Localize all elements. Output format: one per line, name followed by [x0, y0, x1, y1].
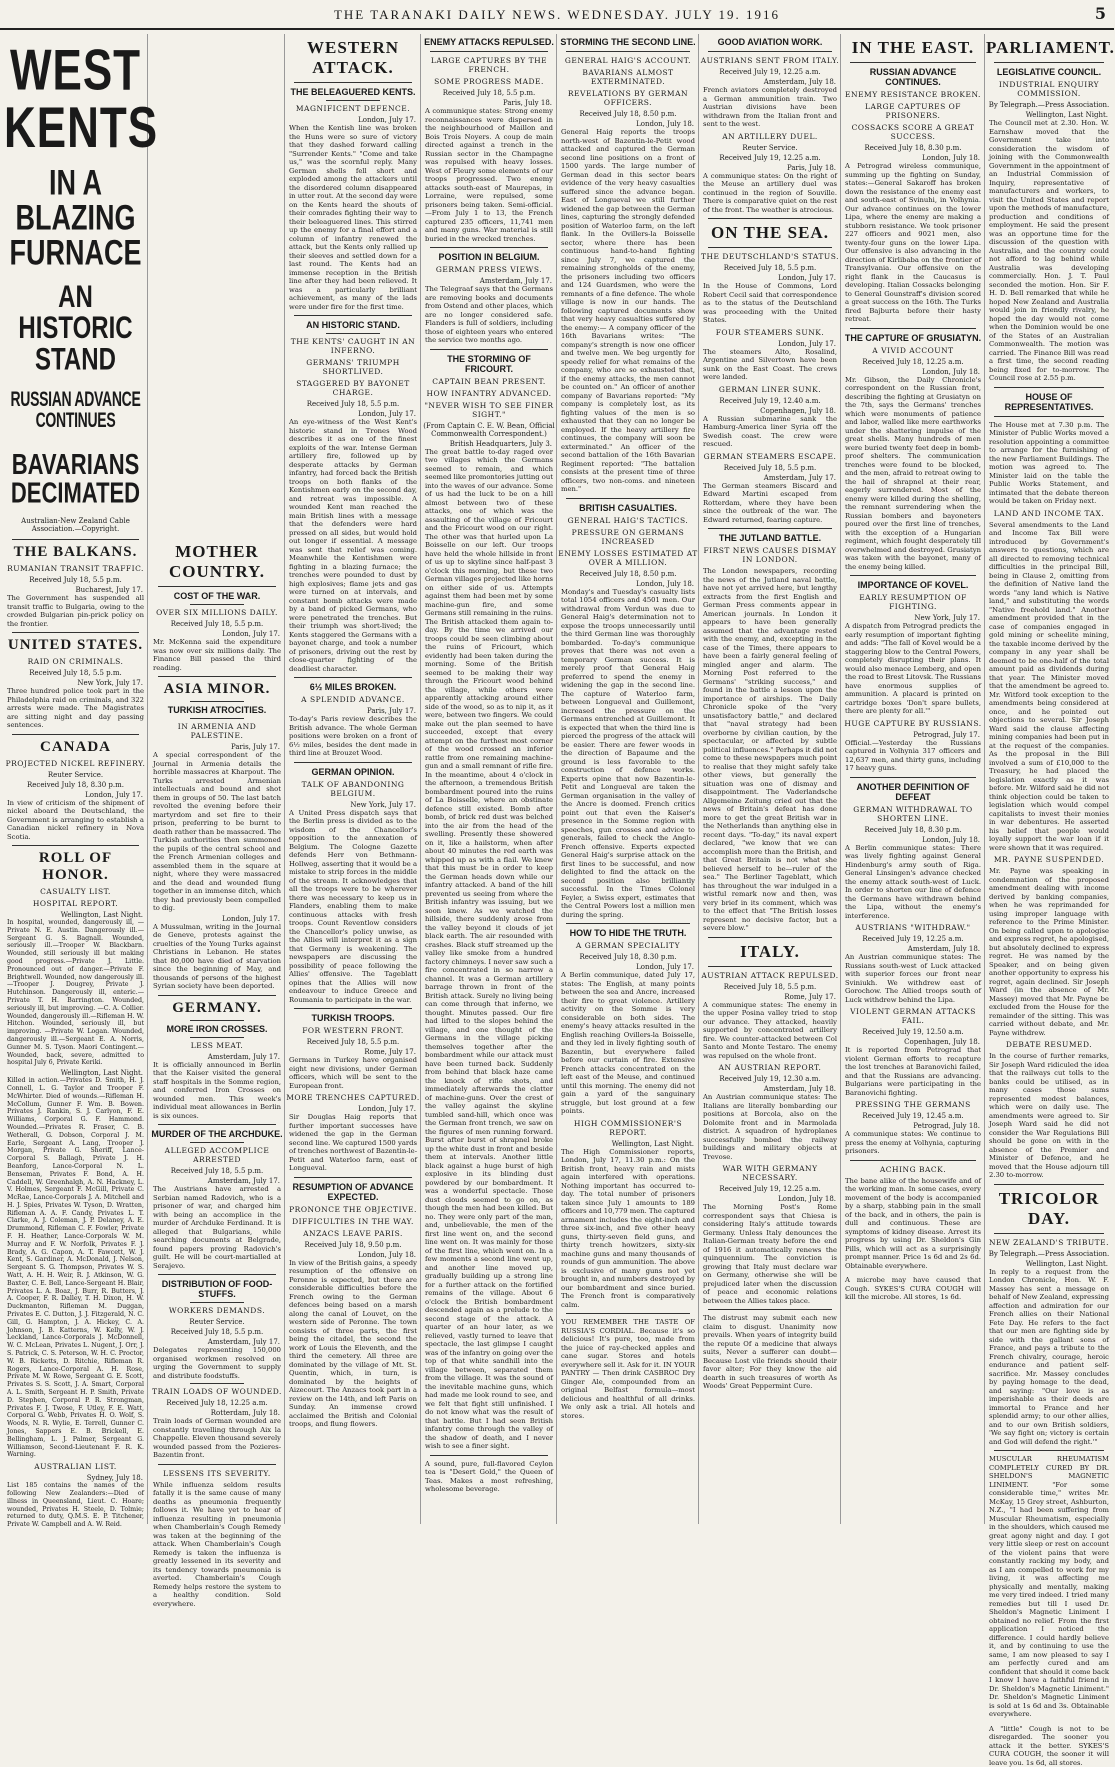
subhead-aching-back: ACHING BACK.	[842, 1165, 984, 1174]
article-body: Official.—Yesterday the Russians captured in Volhynia 317 officers and 12,637 men, and thirty guns, including 17 heavy guns.	[845, 739, 981, 773]
subhead-dismay: FIRST NEWS CAUSES DISMAY IN LONDON.	[700, 546, 840, 564]
article-body: Monday's and Tuesday's casualty lists total 1054 officers and 4501 men. Our withdrawal from Verdun was due to General Haig's determination not to expose the troops unnecessarily until the third German line was thoroughly bombarded. To-day's communique proves that there was not even a temporary German success. It is merely proof that General Haig preferred to spend the enemy in widening the gap in the second line. The capture of Waterloo farm, between Longueval and Guillemont, increased the pressure on the Germans entrenched at Guillemont. It is expected that when the third line is pierced the progress of the attack will be easier. There are fewer woods in the direction of Bapaume and the ground is less favorable to the construction of defence works. Experts opine that now Bazentin-le-Petit and Longueval are taken the German organisation in the valley of the Ancre is doomed. French critics point out that even the Kaiser's presence in the Somme region with speeches, gun crosses and advice to generals, failed to check the Anglo-French offensive. Experts expected General Haig's surprise attack on the first lines to be successful, and now delighted to find the attack on the second position also brilliantly successful. In the Times Colonel Feyler, a Swiss expert, estimates that the Central Powers lost a million men during the spring.	[561, 588, 695, 920]
section-title-mother-country: MOTHER COUNTRY.	[150, 542, 284, 582]
dateline: Paris, July 18.	[704, 164, 836, 172]
advertisement: The bane alike of the housewife and of the working man. In some cases, every movement of the body is accompanied by a sharp, stabbing pain in the small of the back, and in others, the pain is dull and continuous. These are symptoms of kidney disease. Arrest its progress by using Dr. Sheldon's Gin Pills, which will act as a surprisingly prompt manner. Price 1s 6d and 2s 6d. Obtainable everywhere.	[845, 1177, 981, 1271]
received-line: Received July 18, 5.5 p.m.	[700, 264, 840, 272]
subhead-huge-capture: HUGE CAPTURE BY RUSSIANS.	[842, 719, 984, 728]
received-line: Received July 18, 8.30 p.m.	[558, 953, 698, 961]
subhead-nz-tribute: NEW ZEALAND'S TRIBUTE.	[986, 1238, 1112, 1247]
article-body: The German steamers Biscard and Edward Martini escaped from Rotterdam, where they have been since the outbreak of the war. The Edward returned, fearing capture.	[703, 482, 837, 525]
article-body: Mr. McKenna said the expenditure was now over six millions daily. The Finance Bill passed the third reading.	[153, 638, 281, 672]
subhead-balkans: RUMANIAN TRANSIT TRAFFIC.	[4, 564, 147, 573]
received-line: Received July 19, 12.40 a.m.	[700, 397, 840, 405]
subhead-captain-bean: CAPTAIN BEAN PRESENT.	[422, 377, 556, 386]
dateline: Amsterdam, July 17.	[426, 277, 552, 285]
subhead-resumption: RESUMPTION OF ADVANCE EXPECTED.	[286, 1182, 420, 1202]
service-line: Reuter Service.	[700, 144, 840, 152]
article-body: The London newspapers, recording the news of the Jutland naval battle, have not yet arrived here, but lengthy extracts from the first English and German Press comments appear in American journals. In London it appears to have been generally assumed that the advantage rested with the enemy, and, excepting in the case of the Times, there appears to have been a fairly general feeling of mingled anger and alarm. The Morning Post referred to the Germans' "striking success," and found in the battle a lesson upon the importance of airships. The Daily Chronicle spoke of the "very unsatisfactory battle," and declared that "naval strategy had been overborne by civilian caution, by the spectacular, or affected by subtle political influences." Perhaps it did not come to these newspapers much point to realise that they might safely take other views, but generally the situation was one of dismay and disappointment. The Vaderlandsche Allgemeine Zeitung cried out that the news of Britain's defeat has done more to get the great British war in the Netherlands than anything else in recent days. "To-day," its naval expert declared, "we know that we can accomplish more than the British, and that Great Britain is not what she believed herself to be—ruler of the sea." The Berliner Tageblatt, which has throughout the war indulged in a wistful remark now and then, was very brief in its comment, which was to the effect that "The British losses represent no decisive factor, but a severe blow."	[703, 567, 837, 933]
subhead-fricourt: THE STORMING OF FRICOURT.	[422, 354, 556, 374]
dateline: Bucharest, July 17.	[8, 586, 143, 594]
received-line: Received July 18, 5.5 p.m.	[422, 89, 556, 97]
article-body: Mr. Payne was speaking in condemnation of the proposed amendment dealing with income derived by banking companies, when he was reprimanded for using improper language with reference to the Prime Minister. On being called upon to apologise and express regret, he apologised, but absolutely declined to express regret. He was named by the Speaker, and on being given another opportunity to express his regret, again declined. Sir Joseph Ward (in the absence of Mr. Massey) moved that Mr. Payne be excluded from the House for the remainder of the sitting. This was carried without debate, and Mr. Payne withdrew.	[989, 867, 1109, 1037]
dateline: Paris, July 17.	[290, 707, 416, 715]
advertisement: The distrust may submit each new claim to disgust. Unanimity now prevails. When years of integrity build the repute Of a medicine that always suits, Never a sufferer can doubt— Because Lost vile friends should their favor alter; For they know the aid dearth in such treasures of worth As Woods' Great Peppermint Cure.	[703, 1314, 837, 1391]
section-title-on-the-sea: ON THE SEA.	[700, 223, 840, 243]
dateline: London, July 17.	[562, 963, 694, 971]
received-line: Received July 18, 5.5 p.m.	[4, 669, 147, 677]
cable-credit: Australian-New Zealand Cable Association.—Copyright.	[4, 517, 147, 533]
subhead-war-necessary: WAR WITH GERMANY NECESSARY.	[700, 1164, 840, 1182]
subhead-definition-defeat: ANOTHER DEFINITION OF DEFEAT	[842, 782, 984, 802]
subhead-belgium: POSITION IN BELGIUM.	[422, 252, 556, 262]
dateline: Petrograd, July 17.	[846, 731, 980, 739]
article-body: A communique states: Strong enemy reconnaissances were dispersed in the neighbourhood of Maillon and Bois Trois Noyers. A coup de main directed against a trench in the Russian sector in the Champagne was repulsed with heavy losses. West of Fleury some elements of our troops progressed. Two enemy attacks south-east of Maurepas, in Lorraine, were repulsed, some prisoners being taken. Semi-official.—From July 1 to 13, the French captured 235 officers, 11,741 men and many guns. War material is still buried in the wrecked trenches.	[425, 107, 553, 243]
dateline: Wellington, Last Night.	[8, 911, 143, 919]
masthead-title: THE TARANAKI DAILY NEWS. WEDNESDAY. JULY 19. 1916	[0, 7, 1114, 23]
subhead-pressing: PRESSING THE GERMANS	[842, 1100, 984, 1109]
article-body: To-day's Paris review describes the British advance. The whole German positions were broken on a front of 6½ miles, besides the dent made in third line at Brouzet Wood.	[289, 715, 417, 758]
subhead-casualty: CASUALTY LIST.	[4, 887, 147, 896]
dateline: Wellington, Last Night.	[562, 1140, 694, 1148]
section-title-food: DISTRIBUTION OF FOOD-STUFFS.	[150, 1279, 284, 1299]
dateline: British Headquarters, July 3.	[426, 440, 552, 448]
received-line: Received July 18, 5.5 p.m.	[150, 1328, 284, 1336]
article-body: A United Press dispatch says that the Berlin press is divided as to the wisdom of the Chancellor's opposition to the annexation of Belgium. The Cologne Gazette defends Herr von Bethmann-Hollweg, asserting that it would be a mistake to strip forces in the middle of the stream. It acknowledges that all the troops were to be wherever there was necessary to keep us in Flanders, enabling them to make continuous attacks with fresh troops. Count Reventlow considers the Chancellor's policy unwise, as the Allies will interpret it as a sign that Germany is weakening. The newspapers are discussing the possibility of peace following the Allies' offensive. The Tageblatt opines that the Allies will now endeavour to induce Greece and Roumania to participate in the war.	[289, 809, 417, 1005]
article-body: A Petrograd wireless communique, summing up the fighting on Sunday, states:—General Sakaroff has broken down the resistance of the enemy east and south-east of Svinuhi, in Volhynia. Our advance continues on the lower Lipa, where the enemy are making a stubborn resistance. We took prisoner 227 officers and 9021 men, also twenty-four guns on the lower Lipa. Our offensive is also advancing in the direction of Kirlibaba on the frontier of Transylvania. Our offensive on the right flank in the Caucasus is developing. Italian Cossacks belonging to General Gounstraff's division scored a great success on the 16th. The Turks fired Bajburta before their hasty retreat.	[845, 162, 981, 324]
dateline: Rome, July 17.	[704, 993, 836, 1001]
dateline: Sydney, July 18.	[8, 1474, 143, 1482]
subhead-steamers-escape: GERMAN STEAMERS ESCAPE.	[700, 452, 840, 461]
article-body: When the Kentish line was broken the Huns were so sure of victory that they dashed forward calling "Surrender Kents." "Come and take us," was the scornful reply. Many German shells fell short and exploded among the attackers until the disordered column disappeared in utter rout. At the second day were on the Kents heard the shouts of their comrades fighting their way to their beleaguered lines. This stirred up the enemy for a final effort and a column of infantry renewed the attack, but the Kents only rallied up their sleeves and settled down for a last round. The Kents had an immense reception in the British line after they had been relieved. It was a particularly brilliant achievement, as many of the lads were under fire for the first time.	[289, 124, 417, 311]
section-title-balkans: THE BALKANS.	[4, 544, 147, 561]
article-body: Germans in Turkey have organised eight new divisions, under German officers, which will be sent to the European front.	[289, 1056, 417, 1090]
subhead-armenia: IN ARMENIA AND PALESTINE.	[150, 722, 284, 740]
article-body: A Mussulman, writing in the Journal de Geneve, protests against the cruelties of the Young Turks against Christians in Lebanon. He states that 80,000 have died of starvation since the beginning of May, and thousands of persons of the highest Syrian society have been deported.	[153, 923, 281, 991]
article-body: The Telegraaf says that the Germans are removing books and documents from Ostend and other places, which are no longer considered safe. Flanders is full of soldiers, including those of eighteen years who entered the service two months ago.	[425, 285, 553, 345]
page-number: 5	[1095, 4, 1106, 23]
subhead-finer-sight: "NEVER WISH TO SEE FINER SIGHT."	[422, 401, 556, 419]
subhead-anzacs: ANZACS LEAVE PARIS.	[286, 1229, 420, 1238]
subhead-revelations: REVELATIONS BY GERMAN OFFICERS.	[558, 89, 698, 107]
section-title-aviation: GOOD AVIATION WORK.	[700, 37, 840, 47]
article-body: An Austrian communique states: The Italians are literally bombarding our positions at Borcola, also on the Dolomite front and in Marmolada district. A squadron of hydroplanes successfully bombed the railway buildings and military objects at Trevose.	[703, 1093, 837, 1161]
dateline: Paris, July 18.	[426, 99, 552, 107]
subhead-hide-truth: HOW TO HIDE THE TRUTH.	[558, 928, 698, 938]
advertisement: YOU REMEMBER THE TASTE OF RUSSIA'S CORDIAL. Because it's so delicious! It's pure, too, made from the juice of ray-checked apples and cane sugar. Stores and hotels everywhere sell it. Ask for it. IN YOUR PANTRY — Then drink CASBROC Dry Ginger Ale, compounded from an original Belfast formula—most delicious and healthful of all drinks. We only ask a trial. All hotels and stores.	[561, 1318, 695, 1420]
dateline: Wellington, Last Night.	[990, 111, 1108, 119]
received-line: Received July 19, 12.25 a.m.	[842, 935, 984, 943]
dateline: London, July 17.	[290, 116, 416, 124]
dateline: New York, July 17.	[846, 614, 980, 622]
subhead-austrian-attack: AUSTRIAN ATTACK REPULSED.	[700, 971, 840, 980]
received-line: Received July 18, 5.5 p.m.	[700, 464, 840, 472]
dateline: Amsterdam, July 17.	[154, 1053, 280, 1061]
subhead-turkish-atrocities: TURKISH ATROCITIES.	[150, 705, 284, 715]
subhead-hospital: HOSPITAL REPORT.	[4, 899, 147, 908]
subhead-bavarians: BAVARIANS ALMOST EXTERMINATED.	[558, 68, 698, 86]
column-5	[558, 34, 699, 1524]
headline-west-kents: WEST KENTS	[4, 43, 147, 157]
credit-line: By Telegraph.—Press Association.	[986, 101, 1112, 109]
article-body: Several amendments to the Land and Income Tax Bill were introduced by Government's answers to questions, which are all directed to removing technical difficulties in the principal Bill, being in Clause 2, omitting from the definition of Native land the words "any land which is Native land," and substituting the words "Native freehold land." Another amendment provided that in the case of companies engaged in gold mining or scheelite mining, the taxable income derived by the company in any year shall be deemed to be one-half of the total amount paid as dividends during that year. The Minister moved that the amendment be agreed to. Mr. Witford took exception to the amendments being considered at once, and he pointed out objections to several. Sir Joseph Ward said the clause affecting mining companies had been put in at the request of the companies. As the proposal in the Bill involved a sum of £10,000 to the Treasury, he had placed the legislation exactly as it was before. Mr. Wilford said he did not think objection could be taken to legislation which would compel capitalists to invest their monies in war debentures. He asserted his belief that people would loyally support the war loan if it were shown that it was required.	[989, 521, 1109, 853]
article-body: In view of the British gains, a speedy resumption of the offensive on Peronne is expected, but there are considerable difficulties before the French owing to the German defences being based on a marsh along the canal of Louvet, on the western side of Peronne. The town consists of three parts, the first being the citadel, the second the work of Louis the Eleventh, and the third the cemetery. All three are dominated by the village of Mt. St. Quentin, which, in turn, is dominated by the heights of Aizecourt. The Anzacs took part in a review on the 14th, and left Paris on Sunday. An immense crowd acclaimed the British and Colonial troops, and flung flowers.	[289, 1259, 417, 1429]
received-line: Received July 18, 12.25 a.m.	[150, 1399, 284, 1407]
section-title-asia-minor: ASIA MINOR.	[150, 681, 284, 698]
received-line: Received July 19, 12.45 a.m.	[842, 1112, 984, 1120]
dateline: London, July 17.	[154, 915, 280, 923]
subhead-workers: WORKERS DEMANDS.	[150, 1306, 284, 1315]
dateline: London, July 18.	[562, 120, 694, 128]
dateline: Paris, July 17.	[154, 743, 280, 751]
column-6	[700, 34, 841, 1524]
received-line: Received July 19, 12.25 a.m.	[700, 154, 840, 162]
subhead-peronne: PRONONCE THE OBJECTIVE.	[286, 1205, 420, 1214]
received-line: Received July 18, 5.5 p.m.	[150, 1167, 284, 1175]
article-body: A Russian submarine sank the Hamburg-America liner Syria off the Swedish coast. The crew were rescued.	[703, 415, 837, 449]
subhead-beleaguered-kents: THE BELEAGUERED KENTS.	[286, 87, 420, 97]
subhead-trenches: MORE TRENCHES CAPTURED.	[286, 1093, 420, 1102]
article-body: The Council met at 2.30. Hon. W. Earnshaw moved that the Government take into consideration the wisdom of joining with the Commonwealth Government in the appointment of an Industrial Commission of Inquiry, representative of manufacturers and workers, to visit the United States and report upon the methods of manufacture, production and conditions of employment. He said the present was an opportune time for the discussion of the question with Australia, and the country could not afford to lag behind while Australia was developing commercially. Hon. J. T. Paul seconded the motion. Hon. Sir F. H. D. Bell remarked that while he hoped New Zealand and Australia would join in friendly rivalry, he hoped the day would not come when the Dominion would be one of the States of an Australian Commonwealth. The motion was carried. The Finance Bill was read a first time, the second reading being fixed for to-morrow. The Council rose at 2.55 p.m.	[989, 119, 1109, 383]
subhead-six-millions: OVER SIX MILLIONS DAILY.	[150, 608, 284, 617]
subhead-western-front: FOR WESTERN FRONT.	[286, 1026, 420, 1035]
casualty-list: In hospital, wounded, dangerously ill, —Private N. E. Austin. Dangerously ill.—Sergeant G. S. Bagnall. Wounded, seriously ill.—Trooper W. Blackbarn. Wounded, still seriously ill but making good progress.—Private J. Little. Pronounced out of danger.—Private F. Brightwell. Wounded, now dangerously ill.—Trooper J. Dougrey, Private J. Hutchinson. Dangerously ill, enteric.—Private T. H. Barrington. Wounded, seriously ill, but improving. —C. A. Collier. Wounded, dangerously ill.—Rifleman H. W. Hitchon. Wounded, seriously ill, but improving. —Private W. Logan. Wounded, dangerously ill.—Sergeant E. A. Norris, Gunner M. S. Tyson. Maori Contingent.—Wounded, back, severe, admitted to hospital July 6, Private Keriki.	[7, 919, 144, 1067]
subhead-turkish-troops: TURKISH TROOPS.	[286, 1013, 420, 1023]
subhead-liner-sunk: GERMAN LINER SUNK.	[700, 385, 840, 394]
received-line: Received July 19, 12.25 a.m.	[700, 68, 840, 76]
received-line: Received July 18, 8.50 p.m.	[558, 110, 698, 118]
advertisement: While influenza seldom results fatally it is the same cause of many deaths as pneumonia frequently follows it. We have yet to hear of influenza resulting in pneumonia when Chamberlain's Cough Remedy was taken at the beginning of the attack. When Chamberlain's Cough Remedy is taken the influenza is greatly lessened in its severity and its tendency towards pneumonia is averted. Chamberlain's Cough Remedy helps restore the system to a healthy condition. Sold everywhere.	[153, 1481, 281, 1609]
advertisement: A sound, pure, full-flavored Ceylon tea is "Desert Gold," the Queen of Teas. Makes a most refreshing, wholesome beverage.	[425, 1460, 553, 1494]
received-line: Received July 18, 8.50 p.m.	[558, 570, 698, 578]
dateline: London, July 18.	[846, 154, 980, 162]
received-line: Received July 18, 9.50 p.m.	[286, 1241, 420, 1249]
column-4	[422, 34, 557, 1524]
article-body: In the House of Commons, Lord Robert Cecil said that correspondence as to the status of the Deutschland was proceeding with the United States.	[703, 282, 837, 325]
subhead-cost-of-war: COST OF THE WAR.	[150, 591, 284, 601]
subhead-resistance: ENEMY RESISTANCE BROKEN.	[842, 90, 984, 99]
received-line: Received July 18, 5.5 p.m.	[286, 1038, 420, 1046]
subhead-less-meat: LESS MEAT.	[150, 1041, 284, 1050]
subhead-high-commissioner: HIGH COMMISSIONER'S REPORT.	[558, 1119, 698, 1137]
dateline: London, July 18.	[846, 836, 980, 844]
subhead-raid: RAID ON CRIMINALS.	[4, 657, 147, 666]
subhead-austrian-report: AN AUSTRIAN REPORT.	[700, 1063, 840, 1072]
headline-russian-advance: RUSSIAN ADVANCE CONTINUES	[4, 388, 147, 430]
subhead-tactics: GENERAL HAIG'S TACTICS.	[558, 516, 698, 525]
dateline: Amsterdam, July 18.	[704, 78, 836, 86]
subhead-australian: AUSTRALIAN LIST.	[4, 1462, 147, 1471]
received-line: Received July 19, 12.30 a.m.	[700, 1075, 840, 1083]
article-body: The Government has suspended all transit traffic to Bulgaria, owing to the crowded Bulgarian pin-prick policy on the frontier.	[7, 594, 144, 628]
dateline: London, July 17.	[8, 791, 143, 799]
subhead-accomplice: ALLEGED ACCOMPLICE ARRESTED	[150, 1146, 284, 1164]
advertisement: MUSCULAR RHEUMATISM COMPLETELY CURED BY DR. SHELDON'S MAGNETIC LINIMENT. "For some considerable time," writes Mr. McKay, 15 Grey street, Ashburton, N.Z., "I had been suffering from Muscular Rheumatism, especially in the shoulders, which caused me great agony night and day. I got very little sleep or rest on account of the violent pains that were constantly racking my body, and as I am compelled to work for my living, it was affecting me physically and mentally, making me very tired indeed. I tried many remedies but till I used Dr. Sheldon's Magnetic Liniment I obtained no relief. From the first application I noticed the difference. I could hardly believe it, and by continuing to use the same, I am now pleased to say I am perfectly cured and am confident that should it come back I know I have a faithful friend in Dr. Sheldon's Magnetic Liniment." Dr. Sheldon's Magnetic Liniment is sold at 1s 6d and 3s. Obtainable everywhere.	[989, 1455, 1109, 1719]
subhead-miles-broken: 6½ MILES BROKEN.	[286, 682, 420, 692]
subhead-violent-attacks: VIOLENT GERMAN ATTACKS FAIL.	[842, 1007, 984, 1025]
column-2	[150, 34, 285, 1524]
service-line: Reuter Service.	[150, 1318, 284, 1326]
dateline: London, July 18.	[562, 580, 694, 588]
subhead-withdrawal: GERMAN WITHDRAWAL TO SHORTEN LINE.	[842, 805, 984, 823]
received-line: Received July 19, 12.25 a.m.	[700, 1185, 840, 1193]
subhead-artillery-duel: AN ARTILLERY DUEL.	[700, 132, 840, 141]
subhead-iron-crosses: MORE IRON CROSSES.	[150, 1024, 284, 1034]
subhead-infantry: HOW INFANTRY ADVANCED.	[422, 389, 556, 398]
received-line: Received July 18, 12.25 a.m.	[842, 358, 984, 366]
dateline: Copenhagen, July 18.	[704, 407, 836, 415]
article-body: A Berlin communique states: There was lively fighting against General Hindenburg's army south of Riga. General Linsingen's advance checked the enemy attack south-west of Luck. In order to shorten our line of defence the Germans have withdrawn behind the Lipa, without the enemy's interference.	[845, 844, 981, 921]
received-line: Received July 19, 12.50 a.m.	[842, 1028, 984, 1036]
article-body: In view of criticism of the shipment of nickel aboard the Deutschland, the Government is arranging to establish a Canadian nickel refinery in Nova Scotia.	[7, 799, 144, 842]
advertisement: A microbe may have caused that Cough. SYKES'S CURA COUGH will kill the microbe. All stores, 1s 6d.	[845, 1276, 981, 1302]
dateline: London, July 17.	[290, 410, 416, 418]
dateline: Amsterdam, July 18.	[704, 1085, 836, 1093]
headline-blazing-furnace: IN A BLAZING FURNACE	[4, 166, 147, 271]
received-line: Received July 18, 8.30 p.m.	[4, 781, 147, 789]
article-body: General Haig reports the troops north-west of Bazentin-le-Petit wood attacked and captured the German second line positions on a front of 1500 yards. The large number of German dead in this sector bears evidence of the very heavy casualties suffered since the advance began. East of Longueval we still further widened the gap between the German lines, capturing the strongly defended position of Waterloo farm, on the left flank. In the Ovillers-la Boisselle sector, where there has been continuous hand-to-hand fighting since July 7, we captured the remaining strongholds of the enemy, the prisoners including two officers and 124 Guardsmen, who were the remnants of a fine defence. The whole village is now in our hands. The following captured documents show that very heavy casualties suffered by the enemy:— A company officer of the 16th Bavarians writes: "The company's strength is now one officer and twelve men. We beg urgently for speedy relief for what remains of the company, who are so exhausted that, if the enemy attacks, the men cannot be counted on." An officer of another company of Bavarians reported: "My company is completely lost, as its fighting values of the men is so exhausted that they can no longer be employed. If the heavy artillery fire continues, the company will soon be exterminated." An officer of the second battalion of the 16th Bavarian Regiment reported: "The battalion consists at the present time of three officers, two non-coms. and nineteen men."	[561, 128, 695, 494]
subhead-haigs-account: GENERAL HAIG'S ACCOUNT.	[558, 56, 698, 65]
received-line: Received July 18, 8.30 p.m.	[842, 826, 984, 834]
section-title-tricolor-day: TRICOLOR DAY.	[986, 1189, 1112, 1229]
dateline: Rome, July 17.	[290, 1048, 416, 1056]
column-1	[4, 34, 148, 1524]
subhead-resumption: EARLY RESUMPTION OF FIGHTING.	[842, 593, 984, 611]
column-8	[986, 34, 1112, 1524]
credit-line: (From Captain C. E. W. Bean, Official Commonwealth Correspondent.)	[422, 422, 556, 438]
subhead-house-of-representatives: HOUSE OF REPRESENTATIVES.	[986, 392, 1112, 412]
column-7	[842, 34, 985, 1524]
subhead-magnificent: MAGNIFICENT DEFENCE.	[286, 104, 420, 113]
article-body: The Austrians have arrested a Serbian named Radovich, who is a prisoner of war, and charged him with being an accomplice in the murder of Archduke Ferdinand. It is alleged that Bulgarians, while searching documents at Belgrade, found papers proving Radovich's guilt. He will be court-martialled at Serajevo.	[153, 1185, 281, 1270]
article-body: A special correspondent of the Journal in Armenia details the horrible massacres at Kharpout. The Turks arrested Armenian intellectuals and bound and shot them in groups of 50. The last batch revolted the evening before their martyrdom and set fire to their prison, preferring to be burnt to death rather than be massacred. The Turkish authorities then summoned the pupils of the central school and the French Armenian colleges and assembled them in the square at night, where they were massacred and the dead and wounded flung together in an immense ditch, which they had previously been compelled to dig.	[153, 751, 281, 913]
headline-historic-stand: AN HISTORIC STAND	[4, 282, 147, 376]
received-line: Received July 18, 5.5 p.m.	[4, 576, 147, 584]
service-line: Reuter Service.	[4, 771, 147, 779]
masthead	[0, 4, 1114, 30]
dateline: Petrograd, July 18.	[846, 1122, 980, 1130]
dateline: Amsterdam, July 17.	[704, 474, 836, 482]
article-body: Three hundred police took part in the Philadelphia raid on criminals, and 322 arrests were made. The Magistrates are sitting night and day passing sentences.	[7, 687, 144, 730]
dateline: New York, July 17.	[8, 679, 143, 687]
dateline: New York, July 17.	[290, 801, 416, 809]
section-title-italy: ITALY.	[700, 942, 840, 962]
received-line: Received July 18, 8.30 p.m.	[842, 144, 984, 152]
credit-line: By Telegraph.—Press Association.	[986, 1250, 1112, 1258]
subhead-grusiatyn: THE CAPTURE OF GRUSIATYN.	[842, 333, 984, 343]
article-body: A dispatch from Petrograd predicts the early resumption of important fighting and adds: "The fall of Kovel would be a staggering blow to the Central Powers, completely disrupting their plans. It would also menace Lemberg, and open the road to Brest Litovsk. The Russians have enormous supplies of ammunition. A placard is printed on cartridge boxes 'Don't spare bullets, there are plenty for all.'"	[845, 622, 981, 716]
section-title-archduke: MURDER OF THE ARCHDUKE.	[150, 1129, 284, 1139]
subhead-inferno: THE KENTS' CAUGHT IN AN INFERNO.	[286, 337, 420, 355]
article-body: In reply to a request from the London Chronicle, Hon. W. F. Massey has sent a message on behalf of New Zealand, expressing affection and admiration for our French allies on their National Fete Day. He refers to the fact that our men are fighting side by side with the gallant sons of France, and pays a tribute to the French chivalry, courage, heroic endurance and patient self-sacrifice. Mr. Massey concludes by paying homage to the dead, and saying: "Our love is as imperishable as their deeds are immortal to France and her splendid army; to our other allies, and to our own British soldiers, 'We say fight on; victory is certain and God will defend the right.'"	[989, 1268, 1109, 1447]
article-body: A Berlin communique, dated July 17, states: The English, at many points between the sea and Ancre, increased their fire to great violence. Artillery activity on the Somme is very considerable on both sides. The enemy's heavy attacks resulted in the English reaching Ovillers-la Boisselle, and they led in lively fighting south of Bazentin, but everywhere failed before our curtain of fire. Extensive French attacks concentrated on the left east of the Meuse, and continued until this morning. The enemy did not gain a yard of the sanguinary struggle, but lost ground at a few points.	[561, 971, 695, 1116]
column-3	[286, 34, 421, 1524]
subhead-lessens: LESSENS ITS SEVERITY.	[150, 1469, 284, 1478]
subhead-jutland: THE JUTLAND BATTLE.	[700, 533, 840, 543]
dateline: Wellington, Last Night.	[990, 1260, 1108, 1268]
dateline: Rotterdam, July 18.	[154, 1409, 280, 1417]
subhead-pressure: PRESSURE ON GERMANS INCREASED	[558, 528, 698, 546]
subhead-austrians-sent: AUSTRIANS SENT FROM ITALY.	[700, 56, 840, 65]
subhead-bayonet: STAGGERED BY BAYONET CHARGE.	[286, 379, 420, 397]
article-body: Mr. Gibson, the Daily Chronicle's correspondent on the Russian front, describing the fighting at Grusiatyn on the 7th, says the Germans' trenches which were monuments of patience and labor, walled like mere earthworks under the shattering impulse of the great shells. Many hundreds of men were buried twenty feet deep in bomb-proof shelters. The communication trenches were found to be blocked, and the men, afraid to retreat owing to the hail of shrapnel at their rear, eagerly surrendered. Most of the enemy were killed during the shelling, the remnant surrendering when the Russian bombers and bayoneters poured over the first line of trenches, with the exception of a Hungarian regiment, which fought desperately till overwhelmed and destroyed. Grusiatyn was taken with the bayonet, many of the enemy being killed.	[845, 376, 981, 572]
subhead-payne-suspended: MR. PAYNE SUSPENDED.	[986, 855, 1112, 864]
article-body: Delegates representing 150,000 organised workmen resolved on urging the Government to supply and distribute foodstuffs.	[153, 1346, 281, 1380]
dateline: Amsterdam, July 17.	[154, 1177, 280, 1185]
article-body: The High Commissioner reports, London, July 17, 11.30 p.m.: On the British front, heavy rain and mists again interfered with operations. Nothing important has occurred to-day. The total number of prisoners taken since July 1 amounts to 189 officers and 10,779 men. The captured armament includes the eight-inch and three six-inch, and five other heavy guns, thirty-seven field guns, and thirty trench howitzers, sixty-six machine guns and many thousands of rounds of gun ammunition. The above is exclusive of many guns not yet brought in, and numbers destroyed by our bombardment and since buried. The French front is comparatively calm.	[561, 1148, 695, 1310]
dateline: London, July 17.	[154, 630, 280, 638]
subhead-industrial-enquiry: INDUSTRIAL ENQUIRY COMMISSION.	[986, 80, 1112, 98]
subhead-abandoning: TALK OF ABANDONING BELGIUM.	[286, 780, 420, 798]
section-title-storming: STORMING THE SECOND LINE.	[558, 37, 698, 47]
subhead-enemy-losses: ENEMY LOSSES ESTIMATED AT OVER A MILLION.	[558, 549, 698, 567]
subhead-austrians-withdraw: AUSTRIANS "WITHDRAW."	[842, 923, 984, 932]
subhead-large-captures: LARGE CAPTURES BY THE FRENCH.	[422, 56, 556, 74]
article-body: List 185 contains the names of the following New Zealanders:—Died of illness in Queensland, Lieut. C. Hoare; wounded, Privates H. Steele, D. Tolmie; returned to duty, Q.M.S. E. P. Titchener, Private W. Campbell and A. W. Reid.	[7, 1482, 144, 1529]
article-body: In the course of further remarks, Sir Joseph Ward ridiculed the idea that the railways cut tolls to the banks could be utilised, as in many cases those sums represented modest balances, which were on daily use. The amendments were agreed to. Sir Joseph Ward said he did not consider the War Regulations Bill should be gone on with in the absence of the Premier and Minister of Defence, and he moved that the House adjourn till 2.30 to-morrow.	[989, 1052, 1109, 1180]
advertisement: A "little" Cough is not to be disregarded. The sooner you attack it the better. SYKES'S CURA COUGH, the sooner it will leave you. 1s 6d, all stores.	[989, 1725, 1109, 1767]
subhead-land-income-tax: LAND AND INCOME TAX.	[986, 509, 1112, 518]
subhead-cossacks: COSSACKS SCORE A GREAT SUCCESS.	[842, 123, 984, 141]
subhead-russian-advance: RUSSIAN ADVANCE CONTINUES.	[842, 67, 984, 87]
received-line: Received July 18, 5.5 p.m.	[150, 620, 284, 628]
dateline: London, July 17.	[290, 1105, 416, 1113]
article-body: Train loads of German wounded are constantly travelling through Aix la Chappelle. Eleven thousand severely wounded passed from the Pozieres-Bazentin front.	[153, 1417, 281, 1460]
article-body: A communique states: The enemy in the upper Posina valley tried to stop our advance. They attacked, heavily supported by concentrated artillery fire. We counter-attacked between Col Santo and Monte Testaro. The enemy was repulsed on the whole front.	[703, 1001, 837, 1061]
section-title-in-the-east: IN THE EAST.	[842, 38, 984, 58]
article-body: Sir Douglas Haig reports that further important successes have widened the gap in the German second line. We captured 1500 yards of trenches northwest of Bazentin-le-Petit and Waterloo farm, east of Longueval.	[289, 1113, 417, 1173]
subhead-shortlived: GERMANS' TRIUMPH SHORTLIVED.	[286, 358, 420, 376]
dateline: Amsterdam, July 17.	[154, 1338, 280, 1346]
dateline: Amsterdam, July 18.	[846, 945, 980, 953]
article-body: The great battle to-day raged over two villages which the Germans seemed to remain, and which seemed like promontories jutting out into the waves of our advance. Some of us had the luck to be on a hill almost between two of these attacks, one of which was the assaulting of the village of Fricourt and the Fricourt wood on our right. The other was that hurled upon La Boisselle on our left. Our troops have held the whole hillside in front of us up to skyline since half-past 3 o'clock this morning, but these two German villages projected like horns on either side of us. Attempts against them had been met by some machine-gun fire, and some Germans still remaining in the ruins. The British attacked them again to-day. By the time we arrived our troops could be seen climbing about the ruins of Fricourt, which evidently had been taken during the morning. Some of the British seemed to be making their way through the Fricourt wood behind the village, while others were apparently attacking around either side of the wood, so as to nip it, as it were, between two fingers. We could make out the plan seemed to have succeeded, except that every attempt on the furthest most corner of the wood crossed an inferior rattle from one remaining machine-gun and a small remnant of rifle fire. In the meantime, about 4 o'clock in the afternoon, a tremendous British bombardment poured into the ruins of La Boisselle, where an obstinate defence still existed. Bomb after bomb, of brick red dust was belched into the air from the head of the swelling. Presently these showered on it, like a hailstorm, when after about 40 minutes the red earth was whipped up as with a flail. We knew that this must be in order to keep the German heads down while our infantry attacked. A band of the hill prevented us seeing from where the British infantry was issuing, but we soon knew. As we watched the hillside, there suddenly arose from the valley beyond it clouds of jet black earth. The air resounded with crashes. Black stuff streamed up the valley like smoke from a hundred factory chimneys. I never saw such a fire concentrated in so narrow a channel. It was a German artillery barrage thrown in front of the British attack. Surely no living being can come through that inferno, we thought. Minutes passed. Our fire had lifted to the slopes behind the village, and one thought of the Germans in the village picking themselves together after the bombardment while our attack must have been turned back. Suddenly from behind that black haze came the knock of rifle shots, and immediately afterwards the clatter of machine-guns. Over the crest of the valley against the skyline tumbled sand-hill, which once was the German front trench, we saw on the figures of men running forward. Burst after burst of shrapnel broke up the white dust in front and beside them at intervals. Another little black against a huge burst of high explosive in its blinding dust powdered by our bombardment. It was a wonderful spectacle. Those dust clouds seemed to go on, as though the men had been killed. But no. They were only part of the man, and, unbelievable, the men of the first line went on, and the second line went on. It was mainly for those of the first line, which went on. In a few moments a second line went up, and another line moved up, gradually building up a strong line for a further attack on the fortified remains of the village. About 6 o'clock the British bombardment descended again as a prelude to the second stage of the attack. A quarter of an hour later, as we relieved, vastly turned to leave that spectacle, the last glimpse I caught was of the infantry on going over the top of that white sandhill into the village between, separated them from the village. It was the sound of the inevitable machine guns, which had made me look round to see, and we felt that fight still unfinished. I do not know what was the result of that battle. But I had seen British infantry come through the valley of the shadow of death, and I never wish to see a finer sight.	[425, 448, 553, 1451]
subhead-progress: SOME PROGRESS MADE.	[422, 77, 556, 86]
article-body: A communique states: On the right of the Meuse an artillery duel was continued in the region of Souville. There is comparative quiet on the rest of the front. The weather is atrocious.	[703, 172, 837, 215]
casualty-list: Killed in action.—Privates D. Smith, H. J. Connell, L. G. Taylor and Trooper F. McWhirter. Died of wounds.—Rifleman H. McCollum, Gunner F. Wm. B. Bowen. Privates J. Rankin, S. J. Carlyon, F. E. Williams, Corporal G. F. Hammond. Wounded.—Privates R. Fraser, C. B. Wetherall, G. Dobson, Corporal J. M. Earle, Sergeant A. Lang, Trooper J. Morgan, Private G. Sheriff, Lance-Corporal S. Ballagh, Private J. H. Beanforg, Lance-Corporal N. L. Benseman, Privates F. Bond, A. H. Caddell, W. Greenhalgh, A. N. Hackney, L. V. Holmes, Sergeant F. McGill, Private C. McRae, Lance-Corporals J. A. Mitchell and H. J. Spies, Privates W. Tyson, D. Wratten, Rifleman A. A. F. Candy, Privates L. T. Clarke, A. J. Coleman, J. P. Delaney, A. E. Drummond, Rifleman C. F. Fowler, Private F. H. Heather, Lance-Corporals W. M. Murray and F. W. Norfolk, Privates F. J. Brady, A. G. Capon, A. T. Fawcett, W. J. Kent, S. Gardiner, A. McDonald, J. Nelson, Sergeant S. G. Thompson, Privates W. S. Watt, A. H. H. Weir, R. J. Atkinson, W. G. Baxter, C. E. Bell, Lance-Sergeant H. Blair, Privates L. A. Boaz, J. Burr, R. Butters, J. A. Cooper, F. R. Dalley, T. H. Dixon, H. W. Duckmanton, Rifleman M. Duggan, Privates E. C. Dutton, J. J. Fitzgerald, N. C. Gill, G. Hampton, J. A. Hickey, C. A. Johnson, J. B. Katterns, W. Kelly, W. J. Leckland, Lance-Corporals J. McDonnell, W. C. McLean, Privates L. Nugent, J. Orr, J. S. Patrick, C. S. Peterson, W. H. C. Proctor, W. B. Ricketts, D. Ritchie, Rifleman R. Rogers, Lance-Corporal A. H. Rose, Private M. W. Rowe, Sergeant G. E. Scott, Privates S. S. Scott, J. A. Smart, Corporal A. L. Smith, Sergeant H. P. Smith, Private D. Stephen, Corporal P. R. Strongman, Privates F. J. Twose, F. Utley, F. E. Watt, Corporal G. Webb, Privates H. O. Wolf, S. Woods, N. R. Wylie, E. Terrell, Gunner C. Jones, Sappers E. B. Brickell, E. Bellingham, L. J. Palmer, Sergeant G. Williamson, Second-Lieutenant F. R. K. Warning.	[7, 1077, 144, 1459]
subhead-speciality: A GERMAN SPECIALITY	[558, 941, 698, 950]
section-title-united-states: UNITED STATES.	[4, 637, 147, 654]
dateline: London, July 18.	[846, 368, 980, 376]
received-line: Received July 18, 5.5 p.m.	[286, 400, 420, 408]
article-body: French aviators completely destroyed a German ammunition train. Two Austrian divisions have been withdrawn from the Italian front and sent to the west.	[703, 86, 837, 129]
article-body: An eye-witness of the West Kent's historic stand in Trones Wood describes it as one of the finest exploits of the war. Intense German artillery fire, followed up by desperate attacks by German infantry, had forced back the British troops on both flanks of the Kentishmen early on the second day, and retreat was impossible. A wounded Kent man reached the main British lines with a message that the defenders were hard pressed on all sides, but would hold out longer if essential. A message was sent that relief was coming. Meanwhile the Kentishmen were fighting in a blazing furnace; the trenches were pounded to dust by high explosives; flame jets and gas were turned on at intervals, and constant bomb attacks were made by a band of picked Germans, who were penetrated the trenches. But their triumph was short-lived; the Kents staggered the Germans with a bayonet charge, and took a number of prisoners, driving out the rest by close-quarter fighting of the deadliest character.	[289, 418, 417, 673]
received-line: Received July 18, 5.5 p.m.	[700, 983, 840, 991]
subhead-captures: LARGE CAPTURES OF PRISONERS.	[842, 102, 984, 120]
subhead-british-casualties: BRITISH CASUALTIES.	[558, 503, 698, 513]
subhead-historic-stand: AN HISTORIC STAND.	[286, 320, 420, 330]
subhead-kovel: IMPORTANCE OF KOVEL.	[842, 580, 984, 590]
subhead-deutschland: THE DEUTSCHLAND'S STATUS.	[700, 252, 840, 261]
dateline: London, July 18.	[290, 1251, 416, 1259]
article-body: The Morning Post's Rome correspondent says that Chiesa is considering Italy's attitude towards Germany. Unless Italy denounces the Italian-German treaty before the end of 1916 it automatically renews the quinquennium. The conviction is growing that Italy must declare war on Germany, otherwise she will be prejudiced later when the discussion of peace and economic relations between the Allies takes place.	[703, 1203, 837, 1305]
subhead-vivid: A VIVID ACCOUNT	[842, 346, 984, 355]
subhead-four-steamers: FOUR STEAMERS SUNK.	[700, 328, 840, 337]
subhead-difficulties: DIFFICULTIES IN THE WAY.	[286, 1217, 420, 1226]
article-body: It is officially announced in Berlin that the Kaiser visited the general staff hospitals in the Somme region, and conferred Iron Crosses on wounded men. This week's individual meat allowances in Berlin is six ounces.	[153, 1061, 281, 1121]
dateline: London, July 17.	[704, 340, 836, 348]
section-title-western-attack: WESTERN ATTACK.	[286, 38, 420, 78]
dateline: Wellington, Last Night.	[8, 1069, 143, 1077]
subhead-german-opinion: GERMAN OPINION.	[286, 767, 420, 777]
article-body: The House met at 7.30 p.m. The Minister of Public Works moved a resolution appointing a committee to arrange for the furnishing of the new Parliament Buildings. The motion was agreed to. The Minister laid on the table the Public Works Statement, and intimated that the debate thereon would be taken on Friday next.	[989, 421, 1109, 506]
section-title-roll-of-honor: ROLL OF HONOR.	[4, 850, 147, 884]
dateline: London, July 17.	[704, 274, 836, 282]
subhead-splendid: A SPLENDID ADVANCE.	[286, 695, 420, 704]
article-body: A communique states: We continue to press the enemy at Volhynia, capturing prisoners.	[845, 1130, 981, 1156]
article-body: An Austrian communique states: The Russians south-west of Luck attacked with superior forces our front near Sviniukh. We withdrew east of Gorochow. The Allied troops south of Luck withdrew behind the Lipa.	[845, 953, 981, 1004]
article-body: It is reported from Petrograd that violent German efforts to recapture the lost trenches at Baranovichi failed, and that the Russians are advancing. Bulgarians were participating in the Baranovichi fighting.	[845, 1046, 981, 1097]
section-title-enemy-repulsed: ENEMY ATTACKS REPULSED.	[422, 37, 556, 47]
subhead-legislative-council: LEGISLATIVE COUNCIL.	[986, 67, 1112, 77]
subhead-debate-resumed: DEBATE RESUMED.	[986, 1040, 1112, 1049]
subhead-train-loads: TRAIN LOADS OF WOUNDED.	[150, 1387, 284, 1396]
section-title-parliament: PARLIAMENT.	[986, 38, 1112, 58]
subhead-press-views: GERMAN PRESS VIEWS.	[422, 265, 556, 274]
headline-bavarians: BAVARIANS DECIMATED	[4, 450, 147, 507]
section-title-canada: CANADA	[4, 739, 147, 756]
dateline: Copenhagen, July 18.	[846, 1038, 980, 1046]
section-title-germany: GERMANY.	[150, 1000, 284, 1017]
article-body: The steamers Alto, Rosalind, Argentine and Silvertown have been sunk on the East Coast. The crews were landed.	[703, 348, 837, 382]
dateline: London, July 18.	[704, 1195, 836, 1203]
subhead-nickel: PROJECTED NICKEL REFINERY.	[4, 759, 147, 768]
